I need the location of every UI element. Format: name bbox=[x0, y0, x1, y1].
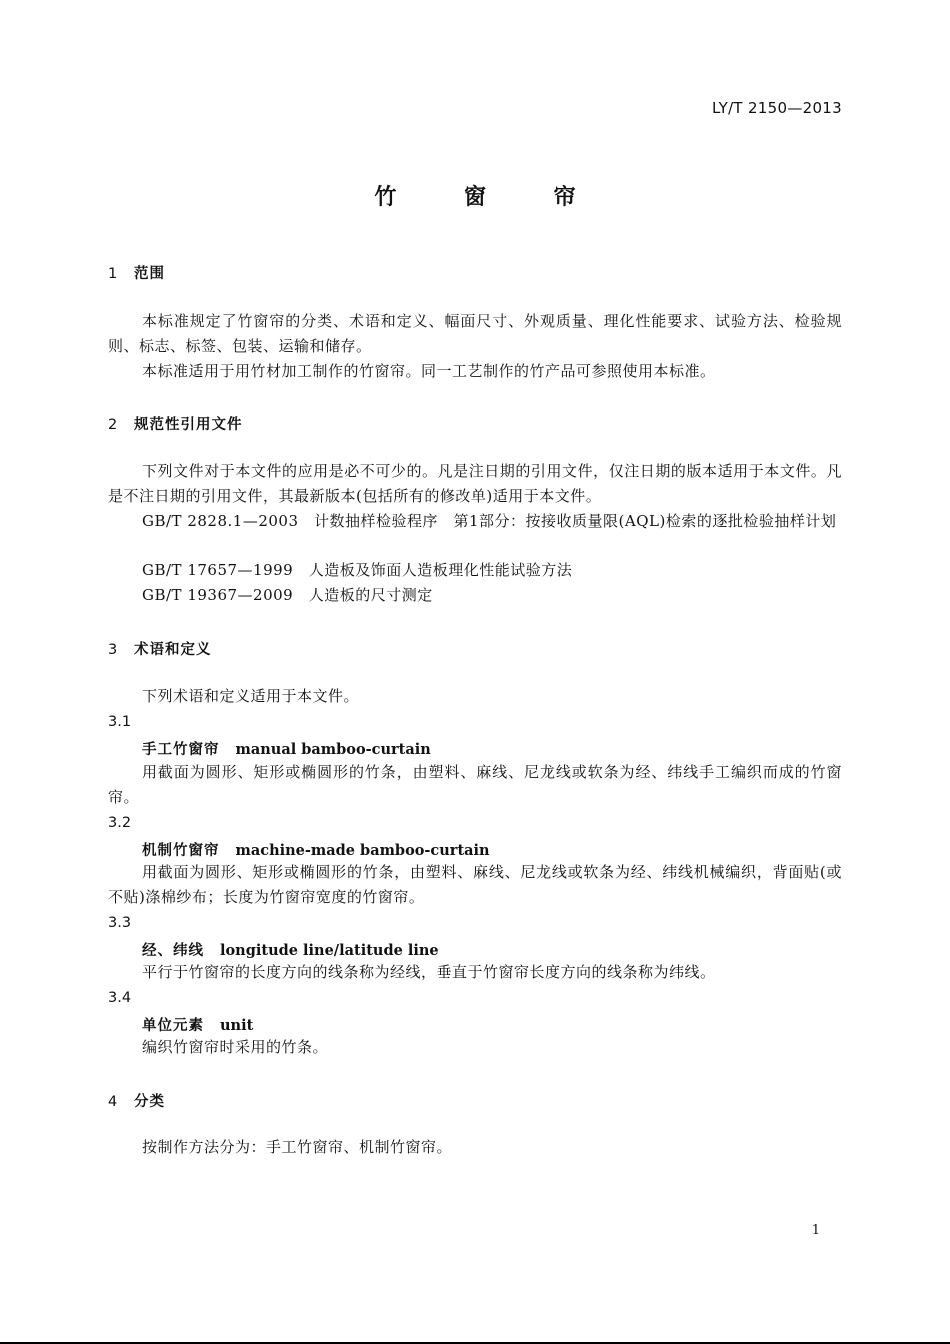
section-3-intro: 下列术语和定义适用于本文件。 bbox=[142, 687, 360, 705]
term-3-4 bbox=[142, 1014, 253, 1035]
section-1-heading bbox=[108, 262, 165, 283]
normative-reference-3: GB/T 19367—2009 人造板的尺寸测定 bbox=[142, 586, 433, 604]
section-title: 分类 bbox=[134, 1094, 165, 1110]
term-3-1 bbox=[142, 738, 431, 759]
page-number: 1 bbox=[811, 1223, 820, 1238]
term-name-zh: 单位元素 bbox=[142, 1018, 204, 1034]
section-title: 范围 bbox=[134, 266, 165, 282]
term-number: 3.3 bbox=[108, 915, 132, 931]
term-name-en: manual bamboo-curtain bbox=[235, 741, 431, 758]
section-title: 术语和定义 bbox=[134, 642, 212, 658]
term-name-zh: 手工竹窗帘 bbox=[142, 742, 220, 758]
term-3-3-definition: 平行于竹窗帘的长度方向的线条称为经线，垂直于竹窗帘长度方向的线条称为纬线。 bbox=[142, 963, 716, 981]
section-4-paragraph-1: 按制作方法分为：手工竹窗帘、机制竹窗帘。 bbox=[142, 1138, 453, 1156]
term-number: 3.2 bbox=[108, 815, 132, 831]
section-title: 规范性引用文件 bbox=[134, 417, 243, 433]
section-number: 3 bbox=[108, 642, 119, 658]
term-name-en: unit bbox=[220, 1017, 254, 1034]
section-4-heading bbox=[108, 1090, 165, 1111]
term-number: 3.4 bbox=[108, 990, 132, 1006]
term-3-2-definition: 用截面为圆形、矩形或椭圆形的竹条，由塑料、麻线、尼龙线或软条为经、纬线机械编织，背面贴(或不贴)涤棉纱布；长度为竹窗帘宽度的竹窗帘。 bbox=[108, 863, 842, 906]
section-number: 2 bbox=[108, 417, 119, 433]
normative-reference-2: GB/T 17657—1999 人造板及饰面人造板理化性能试验方法 bbox=[142, 561, 573, 579]
section-number: 4 bbox=[108, 1094, 119, 1110]
standard-code: LY/T 2150—2013 bbox=[711, 99, 842, 117]
term-number: 3.1 bbox=[108, 714, 132, 730]
term-name-zh: 经、纬线 bbox=[142, 943, 204, 959]
section-number: 1 bbox=[108, 266, 119, 282]
term-name-en: machine-made bamboo-curtain bbox=[235, 842, 490, 859]
section-2-heading bbox=[108, 413, 243, 434]
section-2-paragraph-1: 下列文件对于本文件的应用是必不可少的。凡是注日期的引用文件，仅注日期的版本适用于本文件。凡是不注日期的引用文件，其最新版本(包括所有的修改单)适用于本文件。 bbox=[108, 462, 842, 505]
term-3-1-definition: 用截面为圆形、矩形或椭圆形的竹条，由塑料、麻线、尼龙线或软条为经、纬线手工编织而成的竹窗帘。 bbox=[108, 763, 842, 806]
normative-reference-1: GB/T 2828.1—2003 计数抽样检验程序 第1部分：按接收质量限(AQL)检索的逐批检验抽样计划 bbox=[142, 512, 837, 530]
section-1-paragraph-1: 本标准规定了竹窗帘的分类、术语和定义、幅面尺寸、外观质量、理化性能要求、试验方法、检验规则、标志、标签、包装、运输和储存。 bbox=[108, 312, 842, 355]
term-3-2 bbox=[142, 839, 490, 860]
section-1-paragraph-2: 本标准适用于用竹材加工制作的竹窗帘。同一工艺制作的竹产品可参照使用本标准。 bbox=[142, 362, 716, 380]
page-title: 竹 窗 帘 bbox=[374, 185, 606, 210]
term-name-zh: 机制竹窗帘 bbox=[142, 843, 220, 859]
term-3-4-definition: 编织竹窗帘时采用的竹条。 bbox=[142, 1038, 329, 1056]
term-3-3 bbox=[142, 939, 439, 960]
section-3-heading bbox=[108, 638, 212, 659]
term-name-en: longitude line/latitude line bbox=[220, 942, 439, 959]
